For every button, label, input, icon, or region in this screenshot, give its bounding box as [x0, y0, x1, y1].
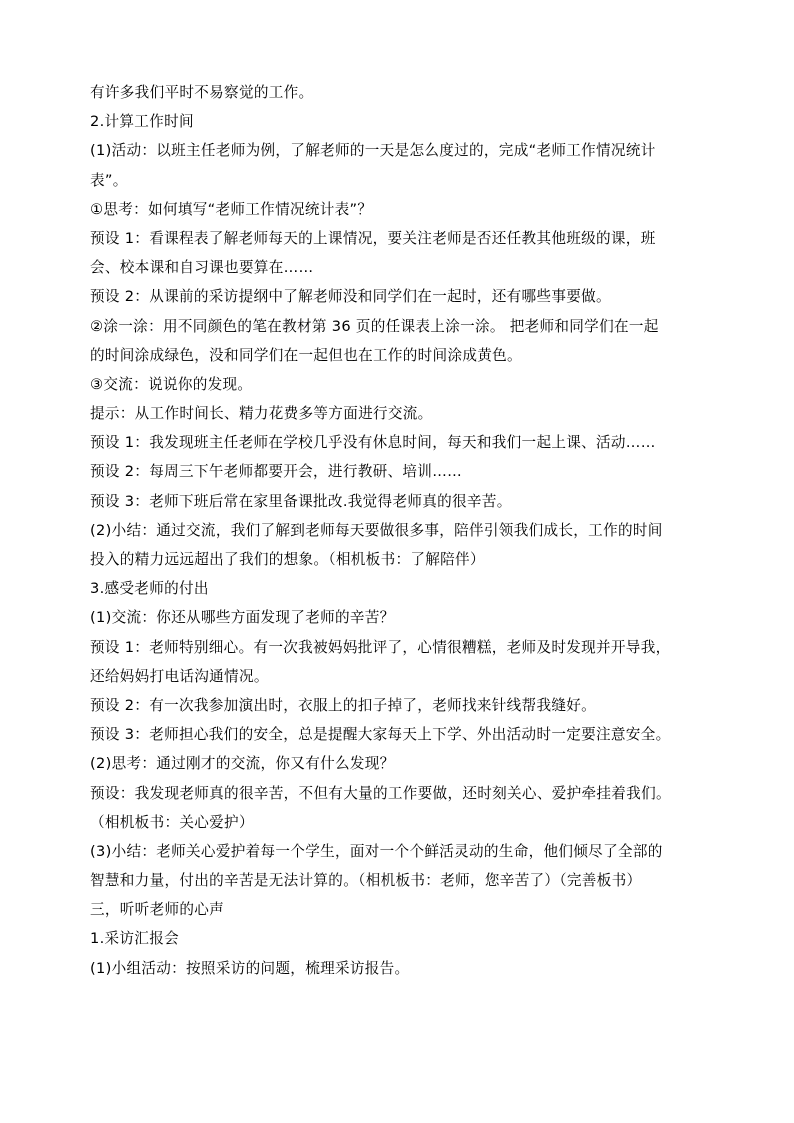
- document-body: [90, 78, 704, 983]
- text-line: 有许多我们平时不易察觉的工作。: [90, 84, 314, 101]
- text-line: ①思考：如何填写“老师工作情况统计表”？: [90, 200, 373, 218]
- section-heading: 1.采访汇报会: [90, 930, 179, 948]
- text-line: ③交流：说说你的发现。: [90, 375, 253, 393]
- text-line: 预设 1：看课程表了解老师每天的上课情况，要关注老师是否还任教其他班级的课，班: [90, 229, 656, 247]
- text-line: 提示：从工作时间长、精力花费多等方面进行交流。: [90, 405, 433, 423]
- text-line: (1)小组活动：按照采访的问题，梳理采访报告。: [90, 959, 410, 977]
- text-line: 的时间涂成绿色，没和同学们在一起但也在工作的时间涂成黄色。: [90, 346, 522, 364]
- text-line: 会、校本课和自习课也要算在……: [90, 259, 314, 277]
- section-heading: 三，听听老师的心声: [90, 901, 225, 919]
- text-line: (2)小结：通过交流，我们了解到老师每天要做很多事，陪伴引领我们成长，工作的时间: [90, 521, 663, 539]
- text-line: 预设 1：老师特别细心。有一次我被妈妈批评了，心情很糟糕，老师及时发现并开导我，: [90, 638, 671, 656]
- text-line: 预设 3：老师担心我们的安全，总是提醒大家每天上下学、外出活动时一定要注意安全。: [90, 726, 671, 744]
- text-line: 预设 3：老师下班后常在家里备课批改.我觉得老师真的很辛苦。: [90, 492, 512, 510]
- text-line: （相机板书：关心爱护）: [90, 813, 254, 831]
- text-line: (2)思考：通过刚才的交流，你又有什么发现？: [90, 755, 395, 773]
- text-line: 预设 2：从课前的采访提纲中了解老师没和同学们在一起时，还有哪些事要做。: [90, 288, 611, 306]
- text-line: 还给妈妈打电话沟通情况。: [90, 667, 269, 685]
- text-line: 表”。: [90, 171, 128, 189]
- text-line: 投入的精力远远超出了我们的想象。（相机板书：了解陪伴）: [90, 551, 485, 568]
- section-heading: 3.感受老师的付出: [90, 580, 209, 598]
- text-line: 预设 2：有一次我参加演出时，衣服上的扣子掉了，老师找来针线帮我缝好。: [90, 696, 597, 714]
- text-line: (3)小结：老师关心爱护着每一个学生，面对一个个鲜活灵动的生命，他们倾尽了全部的: [90, 842, 663, 860]
- text-line: (1)交流：你还从哪些方面发现了老师的辛苦？: [90, 609, 395, 627]
- section-heading: 2.计算工作时间: [90, 113, 194, 131]
- text-line: 预设：我发现老师真的很辛苦，不但有大量的工作要做，还时刻关心、爱护牵挂着我们。: [90, 784, 671, 802]
- text-line: 预设 1：我发现班主任老师在学校几乎没有休息时间，每天和我们一起上课、活动……: [90, 434, 656, 452]
- text-line: ②涂一涂：用不同颜色的笔在教材第 36 页的任课表上涂一涂。 把老师和同学们在一起: [90, 317, 659, 335]
- text-line: (1)活动：以班主任老师为例，了解老师的一天是怎么度过的，完成“老师工作情况统计: [90, 142, 656, 160]
- text-line: 预设 2：每周三下午老师都要开会，进行教研、培训……: [90, 463, 462, 481]
- text-line: 智慧和力量，付出的辛苦是无法计算的。（相机板书：老师，您辛苦了）（完善板书）: [90, 872, 642, 890]
